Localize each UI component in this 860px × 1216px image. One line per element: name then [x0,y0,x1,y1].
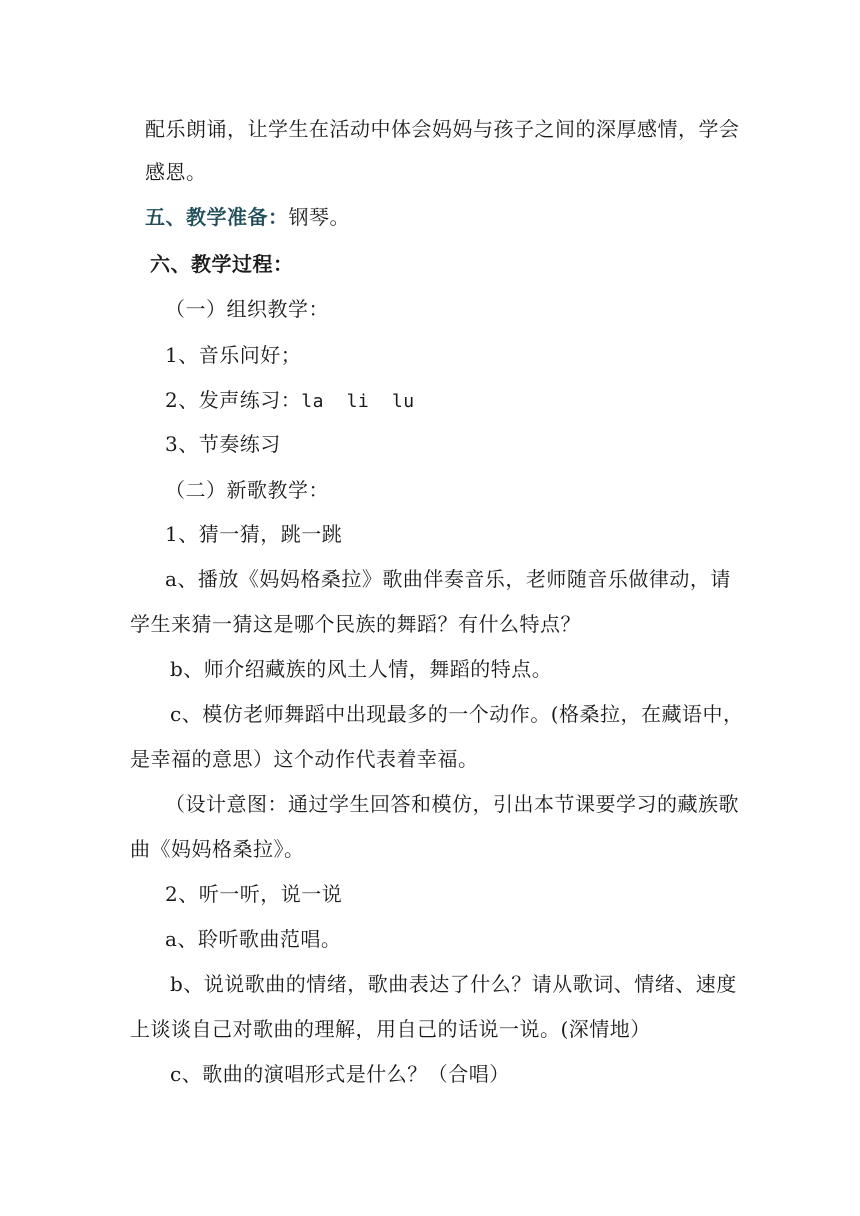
section-heading-process: 六、教学过程： [150,252,294,276]
vocal-syllables: la li lu [301,391,415,412]
paragraph-line: 学生来猜一猜这是哪个民族的舞蹈？有什么特点？ [130,612,581,636]
subsection-heading: （二）新歌教学： [165,478,329,502]
section-text: 钢琴。 [288,205,350,229]
design-intent-line: （设计意图：通过学生回答和模仿，引出本节课要学习的藏族歌 [165,792,739,816]
list-item: 1、音乐问好； [165,343,302,367]
paragraph-line: 上谈谈自己对歌曲的理解，用自己的话说一说。(深情地） [130,1017,651,1041]
list-item: 3、节奏练习 [165,432,281,456]
paragraph-line: b、说说歌曲的情绪，歌曲表达了什么？请从歌词、情绪、速度 [170,972,737,996]
paragraph-line: a、播放《妈妈格桑拉》歌曲伴奏音乐，老师随音乐做律动，请 [165,567,731,591]
section-heading-preparation [145,203,350,231]
list-item: 1、猜一猜，跳一跳 [165,522,343,546]
section-label: 五、教学准备： [145,205,289,229]
paragraph-line: c、歌曲的演唱形式是什么？（合唱） [170,1062,510,1086]
list-item [165,386,415,416]
paragraph-line: a、聆听歌曲范唱。 [165,927,342,951]
design-intent-line: 曲《妈妈格桑拉》。 [130,837,305,861]
paragraph-line: 感恩。 [145,160,207,184]
paragraph-line: c、模仿老师舞蹈中出现最多的一个动作。(格桑拉，在藏语中， [170,702,744,726]
list-item-text: 2、发声练习： [165,388,302,412]
paragraph-line: b、师介绍藏族的风土人情，舞蹈的特点。 [170,657,553,681]
paragraph-line: 是幸福的意思）这个动作代表着幸福。 [130,747,479,771]
subsection-heading: （一）组织教学： [165,297,329,321]
paragraph-line: 配乐朗诵，让学生在活动中体会妈妈与孩子之间的深厚感情，学会 [145,117,740,141]
list-item: 2、听一听，说一说 [165,882,343,906]
